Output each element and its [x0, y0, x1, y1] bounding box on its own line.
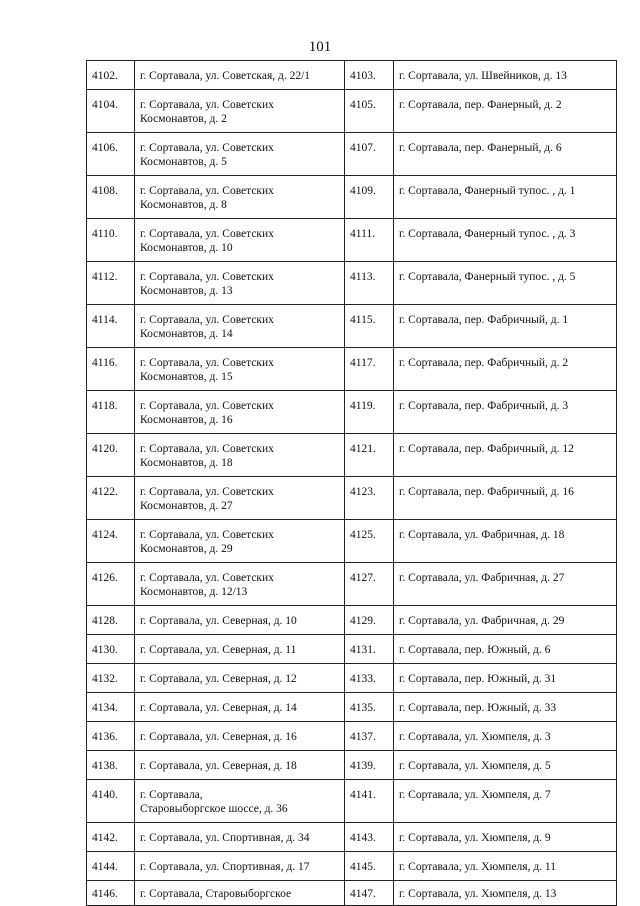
entry-number: 4126. [87, 563, 135, 606]
entry-address [135, 606, 345, 635]
entry-number: 4137. [345, 722, 394, 751]
entry-address [394, 664, 617, 693]
entry-address [394, 780, 617, 823]
table-row [87, 434, 617, 477]
address-line: г. Сортавала, ул. Советских [140, 228, 274, 240]
entry-number: 4118. [87, 391, 135, 434]
entry-number: 4116. [87, 348, 135, 391]
entry-number: 4125. [345, 520, 394, 563]
entry-address [135, 348, 345, 391]
entry-address [394, 219, 617, 262]
table-row [87, 262, 617, 305]
entry-address [394, 563, 617, 606]
entry-address [394, 391, 617, 434]
entry-address [394, 635, 617, 664]
address-line: г. Сортавала, ул. Хюмпеля, д. 3 [399, 731, 551, 743]
entry-address [394, 305, 617, 348]
entry-number: 4134. [87, 693, 135, 722]
table-row [87, 751, 617, 780]
table-row [87, 90, 617, 133]
table-row [87, 693, 617, 722]
entry-address [394, 881, 617, 906]
entry-address [135, 780, 345, 823]
entry-number: 4145. [345, 852, 394, 881]
entry-address [135, 434, 345, 477]
entry-address [135, 852, 345, 881]
address-line: г. Сортавала, ул. Хюмпеля, д. 5 [399, 760, 551, 772]
address-line: Старовыборгское шоссе, д. 36 [140, 803, 288, 815]
entry-address [135, 219, 345, 262]
address-line: г. Сортавала, ул. Советских [140, 142, 274, 154]
address-line: Космонавтов, д. 10 [140, 242, 233, 254]
entry-number: 4124. [87, 520, 135, 563]
entry-number: 4147. [345, 881, 394, 906]
table-row [87, 881, 617, 906]
entry-address [394, 477, 617, 520]
address-line: г. Сортавала, пер. Южный, д. 33 [399, 702, 557, 714]
address-line: г. Сортавала, ул. Советская, д. 22/1 [140, 70, 311, 82]
address-line: г. Сортавала, пер. Южный, д. 6 [399, 644, 551, 656]
entry-address [135, 90, 345, 133]
address-line: г. Сортавала, ул. Северная, д. 14 [140, 702, 297, 714]
address-line: г. Сортавала, ул. Спортивная, д. 34 [140, 832, 310, 844]
table-row [87, 852, 617, 881]
entry-number: 4102. [87, 61, 135, 90]
entry-number: 4108. [87, 176, 135, 219]
entry-address [394, 348, 617, 391]
table-row [87, 348, 617, 391]
address-line: г. Сортавала, ул. Советских [140, 486, 274, 498]
entry-number: 4112. [87, 262, 135, 305]
entry-address [394, 434, 617, 477]
table-row [87, 133, 617, 176]
address-line: Космонавтов, д. 16 [140, 414, 233, 426]
entry-number: 4123. [345, 477, 394, 520]
entry-number: 4106. [87, 133, 135, 176]
address-line: г. Сортавала, ул. Северная, д. 11 [140, 644, 297, 656]
entry-address [394, 852, 617, 881]
entry-number: 4139. [345, 751, 394, 780]
address-line: г. Сортавала, ул. Советских [140, 185, 274, 197]
entry-number: 4128. [87, 606, 135, 635]
address-line: г. Сортавала, ул. Советских [140, 314, 274, 326]
entry-number: 4120. [87, 434, 135, 477]
address-line: г. Сортавала, ул. Советских [140, 357, 274, 369]
entry-number: 4117. [345, 348, 394, 391]
table-row [87, 219, 617, 262]
entry-address [394, 520, 617, 563]
entry-address [135, 722, 345, 751]
address-line: г. Сортавала, пер. Фабричный, д. 12 [399, 443, 574, 455]
address-line: г. Сортавала, ул. Советских [140, 572, 274, 584]
address-line: г. Сортавала, ул. Советских [140, 400, 274, 412]
entry-number: 4138. [87, 751, 135, 780]
entry-address [135, 751, 345, 780]
entry-address [394, 133, 617, 176]
entry-address [135, 693, 345, 722]
entry-number: 4115. [345, 305, 394, 348]
entry-address [394, 606, 617, 635]
address-line: г. Сортавала, пер. Фанерный, д. 6 [399, 142, 562, 154]
entry-address [135, 262, 345, 305]
entry-address [394, 262, 617, 305]
address-line: г. Сортавала, ул. Хюмпеля, д. 11 [399, 861, 557, 873]
entry-address [394, 61, 617, 90]
address-line: г. Сортавала, Старовыборгское [140, 888, 292, 900]
address-line: Космонавтов, д. 15 [140, 371, 233, 383]
entry-address [135, 477, 345, 520]
entry-number: 4107. [345, 133, 394, 176]
address-line: г. Сортавала, ул. Северная, д. 10 [140, 615, 297, 627]
entry-address [135, 823, 345, 852]
table-row [87, 664, 617, 693]
address-line: г. Сортавала, ул. Хюмпеля, д. 9 [399, 832, 551, 844]
entry-number: 4109. [345, 176, 394, 219]
entry-number: 4110. [87, 219, 135, 262]
address-line: г. Сортавала, ул. Фабричная, д. 18 [399, 529, 565, 541]
entry-number: 4121. [345, 434, 394, 477]
address-line: г. Сортавала, пер. Фабричный, д. 1 [399, 314, 569, 326]
address-line: г. Сортавала, пер. Фабричный, д. 16 [399, 486, 574, 498]
address-line: г. Сортавала, ул. Северная, д. 12 [140, 673, 297, 685]
entry-number: 4141. [345, 780, 394, 823]
address-line: г. Сортавала, ул. Советских [140, 99, 274, 111]
entry-number: 4144. [87, 852, 135, 881]
entry-number: 4136. [87, 722, 135, 751]
table-row [87, 722, 617, 751]
address-line: Космонавтов, д. 27 [140, 500, 233, 512]
entry-number: 4130. [87, 635, 135, 664]
table-row [87, 305, 617, 348]
table-row [87, 520, 617, 563]
address-line: Космонавтов, д. 18 [140, 457, 233, 469]
address-line: Космонавтов, д. 12/13 [140, 586, 248, 598]
table-row [87, 606, 617, 635]
table-row [87, 563, 617, 606]
entry-number: 4122. [87, 477, 135, 520]
entry-number: 4129. [345, 606, 394, 635]
entry-number: 4131. [345, 635, 394, 664]
address-line: г. Сортавала, [140, 789, 203, 801]
address-line: Космонавтов, д. 29 [140, 543, 233, 555]
table-row [87, 635, 617, 664]
address-line: г. Сортавала, пер. Фанерный, д. 2 [399, 99, 562, 111]
address-line: г. Сортавала, ул. Северная, д. 18 [140, 760, 297, 772]
address-line: г. Сортавала, ул. Советских [140, 529, 274, 541]
entry-address [394, 693, 617, 722]
entry-number: 4146. [87, 881, 135, 906]
table-row [87, 477, 617, 520]
entry-address [135, 305, 345, 348]
entry-address [394, 90, 617, 133]
entry-address [394, 751, 617, 780]
address-line: Космонавтов, д. 13 [140, 285, 233, 297]
entry-number: 4132. [87, 664, 135, 693]
address-line: г. Сортавала, ул. Хюмпеля, д. 13 [399, 888, 557, 900]
entry-address [135, 391, 345, 434]
address-line: Космонавтов, д. 14 [140, 328, 233, 340]
table-row [87, 176, 617, 219]
entry-address [135, 881, 345, 906]
entry-number: 4133. [345, 664, 394, 693]
address-line: г. Сортавала, Фанерный тупос. , д. 3 [399, 228, 576, 240]
entry-number: 4111. [345, 219, 394, 262]
address-line: Космонавтов, д. 8 [140, 199, 227, 211]
entry-number: 4119. [345, 391, 394, 434]
address-line: г. Сортавала, пер. Южный, д. 31 [399, 673, 557, 685]
address-line: г. Сортавала, ул. Хюмпеля, д. 7 [399, 789, 551, 801]
entry-number: 4142. [87, 823, 135, 852]
entry-address [135, 176, 345, 219]
address-table [86, 60, 617, 906]
page-number: 101 [308, 39, 332, 55]
address-line: г. Сортавала, Фанерный тупос. , д. 5 [399, 271, 576, 283]
address-line: г. Сортавала, ул. Фабричная, д. 27 [399, 572, 565, 584]
address-line: г. Сортавала, ул. Швейников, д. 13 [399, 70, 567, 82]
entry-number: 4113. [345, 262, 394, 305]
address-line: г. Сортавала, ул. Спортивная, д. 17 [140, 861, 310, 873]
entry-number: 4105. [345, 90, 394, 133]
address-line: г. Сортавала, ул. Советских [140, 271, 274, 283]
address-line: г. Сортавала, ул. Фабричная, д. 29 [399, 615, 565, 627]
table-row [87, 391, 617, 434]
entry-number: 4104. [87, 90, 135, 133]
address-line: Космонавтов, д. 2 [140, 113, 227, 125]
entry-address [135, 635, 345, 664]
address-line: г. Сортавала, ул. Советских [140, 443, 274, 455]
entry-address [135, 61, 345, 90]
entry-number: 4135. [345, 693, 394, 722]
address-line: Космонавтов, д. 5 [140, 156, 227, 168]
entry-address [135, 664, 345, 693]
table-row [87, 61, 617, 90]
address-line: г. Сортавала, пер. Фабричный, д. 3 [399, 400, 569, 412]
entry-address [135, 520, 345, 563]
entry-number: 4143. [345, 823, 394, 852]
entry-number: 4140. [87, 780, 135, 823]
entry-address [394, 722, 617, 751]
address-line: г. Сортавала, пер. Фабричный, д. 2 [399, 357, 569, 369]
entry-number: 4103. [345, 61, 394, 90]
entry-address [394, 823, 617, 852]
entry-address [394, 176, 617, 219]
table-row [87, 823, 617, 852]
entry-number: 4127. [345, 563, 394, 606]
address-line: г. Сортавала, Фанерный тупос. , д. 1 [399, 185, 576, 197]
entry-address [135, 563, 345, 606]
address-line: г. Сортавала, ул. Северная, д. 16 [140, 731, 297, 743]
entry-number: 4114. [87, 305, 135, 348]
entry-address [135, 133, 345, 176]
table-row [87, 780, 617, 823]
